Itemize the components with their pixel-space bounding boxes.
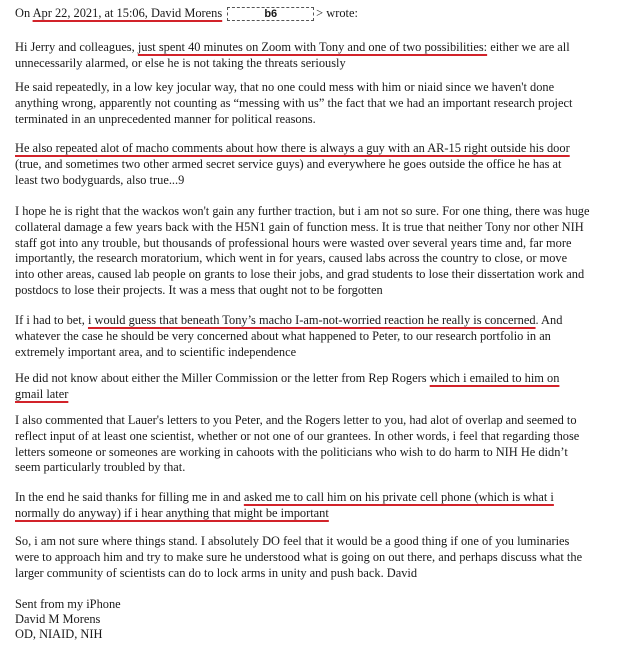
p7-line: seem particularly troubled by that. <box>15 460 186 475</box>
p3-highlight: He also repeated alot of macho comments about how there is always a guy with an AR-15 right outside his door <box>15 141 570 155</box>
p3-line: least two bodyguards, also true...9 <box>15 172 185 187</box>
p7-line: reflect input of at least one scientist, whether or not one of our grantees. In other words, i feel that regarding those <box>15 428 580 443</box>
email-header <box>15 6 615 22</box>
p8-highlight: asked me to call him on his private cell phone (which is what i <box>243 490 554 504</box>
p1-line: unnecessarily alarmed, or else he is not taking the threats seriously <box>15 55 346 70</box>
p5-text: If i had to bet, <box>15 313 85 327</box>
p7-line: letters someone or someones are working in cahoots with the politicians who wish to do harm to NIH He didn’t <box>15 444 568 459</box>
p1-text: either we are all <box>490 40 570 54</box>
p2-line: He said repeatedly, in a low key jocular way, that no one could mess with him or niaid since we haven't done <box>15 80 555 94</box>
paragraph-9 <box>15 534 615 581</box>
p9-line: larger community of scientists can do to lock arms in unity and push back. David <box>15 565 418 580</box>
p8-text: In the end he said thanks for filling me in and <box>15 490 241 504</box>
header-on: On <box>15 6 31 20</box>
paragraph-4 <box>15 204 615 299</box>
p7-line: I also commented that Lauer's letters to you Peter, and the Rogers letter to you, had alot of overlap and seemed to <box>15 413 577 427</box>
p1-highlight: just spent 40 minutes on Zoom with Tony and one of two possibilities: <box>137 40 488 54</box>
p3-line: (true, and sometimes two other armed secret service guys) and everywhere he goes outside the office he has at <box>15 156 562 171</box>
p2-line: terminated in an unprecedented manner for political reasons. <box>15 111 316 126</box>
paragraph-3 <box>15 141 615 188</box>
p4-line: importantly, the research moratorium, which went in for years, caused labs across the country to close, or move <box>15 251 568 266</box>
p2-line: anything wrong, apparently not counting as “messing with us” the fact that we had an important research project <box>15 95 573 110</box>
signature-name: David M Morens <box>15 612 101 627</box>
p4-line: staff got into any trouble, but thousands of professional hours were wasted over several years time and, far more <box>15 235 572 250</box>
redaction-box: b6 <box>227 7 314 21</box>
p4-line: collateral damage a few years back with the H5N1 gain of function mess. It is true that neither Tony nor other NIH <box>15 219 584 234</box>
paragraph-2 <box>15 80 615 127</box>
header-wrote: > wrote: <box>316 6 358 20</box>
header-date-author: Apr 22, 2021, at 15:06, David Morens <box>32 6 223 20</box>
signature <box>15 597 615 643</box>
paragraph-7 <box>15 413 615 476</box>
paragraph-8 <box>15 490 615 522</box>
p5-line: extremely important area, and to scientific independence <box>15 344 297 359</box>
p4-line: I hope he is right that the wackos won't gain any further traction, but i am not so sure. For one thing, there was huge <box>15 204 590 218</box>
p5-text: . And <box>535 313 563 327</box>
signature-org: OD, NIAID, NIH <box>15 627 103 642</box>
p4-line: postdocs to lose their projects. It was a mess that ought not to be forgotten <box>15 282 383 297</box>
paragraph-1 <box>15 40 615 72</box>
p6-highlight: gmail later <box>15 386 69 401</box>
p5-line: whatever the case he should be very concerned about what happened to Peter, to our research portfolio in an <box>15 328 551 343</box>
p8-highlight: normally do anyway) if i hear anything that might be important <box>15 505 329 520</box>
p5-highlight: i would guess that beneath Tony’s macho I-am-not-worried reaction he really is concerned <box>87 313 536 327</box>
p6-highlight: which i emailed to him on <box>429 371 560 385</box>
p9-line: So, i am not sure where things stand. I absolutely DO feel that it would be a good thing if one of you luminaries <box>15 534 570 548</box>
p6-text: He did not know about either the Miller Commission or the letter from Rep Rogers <box>15 371 427 385</box>
p1-text: Hi Jerry and colleagues, <box>15 40 135 54</box>
signature-sent-from: Sent from my iPhone <box>15 597 121 611</box>
p9-line: were to approach him and try to make sure he understood what is going on out there, and perhaps discuss what the <box>15 549 583 564</box>
paragraph-5 <box>15 313 615 360</box>
paragraph-6 <box>15 371 615 403</box>
p4-line: into other areas, caused lab people on grants to lose their jobs, and grad students to lose their dissertation work and <box>15 267 585 282</box>
